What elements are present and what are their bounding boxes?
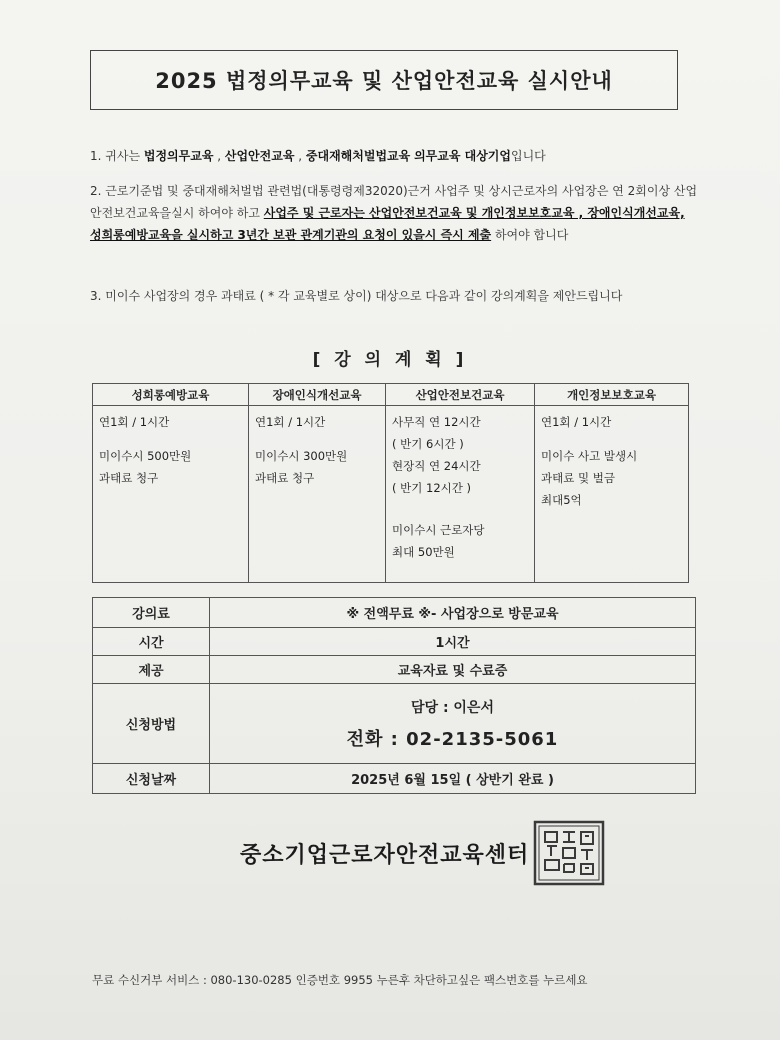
p1-prefix: 1. 귀사는 xyxy=(90,149,144,163)
info-value: 2025년 6월 15일 ( 상반기 완료 ) xyxy=(210,764,696,794)
info-row-fee xyxy=(93,598,696,628)
info-value xyxy=(210,684,696,764)
cell-line: 미이수시 300만원 xyxy=(255,449,348,463)
cell-line: 과태료 및 벌금 xyxy=(541,471,615,485)
plan-title: [ 강 의 계 획 ] xyxy=(312,350,468,370)
plan-table xyxy=(92,383,689,583)
footer-unsubscribe: 무료 수신거부 서비스 : 080-130-0285 인증번호 9955 누른후 차단하고싶은 팩스번호를 누르세요 xyxy=(92,973,588,987)
info-row-time xyxy=(93,628,696,656)
cell-line: ( 반기 6시간 ) xyxy=(392,437,464,451)
cell-line: 과태료 청구 xyxy=(255,471,315,485)
official-seal-stamp xyxy=(533,820,605,886)
info-value: 교육자료 및 수료증 xyxy=(210,656,696,684)
p1-bold-2: 산업안전교육 xyxy=(224,149,295,163)
phone-number: 전화 : 02-2135-5061 xyxy=(346,728,559,750)
cell-line: 연1회 / 1시간 xyxy=(541,415,612,429)
p2-underlined: 사업주 및 근로자는 산업안전보건교육 및 개인정보보호교육 , 장애인식개선교육, 성희롱예방교육을 실시하고 3년간 보관 관계기관의 요청이 있을시 즉시 제출 xyxy=(90,206,685,242)
p1-sep-1: , xyxy=(213,149,225,163)
plan-cell-2 xyxy=(249,406,386,583)
paragraph-2 xyxy=(90,180,700,246)
info-row-apply xyxy=(93,684,696,764)
plan-header-cell: 산업안전보건교육 xyxy=(386,384,535,406)
p1-suffix: 입니다 xyxy=(510,149,546,163)
cell-line: 미이수시 500만원 xyxy=(99,449,192,463)
info-value: ※ 전액무료 ※- 사업장으로 방문교육 xyxy=(210,598,696,628)
p1-bold-4: 의무교육 대상기업 xyxy=(414,149,511,163)
cell-line: 미이수 사고 발생시 xyxy=(541,449,638,463)
plan-header-cell: 장애인식개선교육 xyxy=(249,384,386,406)
cell-line: 미이수시 근로자당 xyxy=(392,523,485,537)
organization-name: 중소기업근로자안전교육센터 xyxy=(240,843,530,868)
cell-line: 최대 50만원 xyxy=(392,545,455,559)
info-row-provide xyxy=(93,656,696,684)
cell-line: 사무직 연 12시간 xyxy=(392,415,481,429)
p1-bold-3: 중대재해처벌법교육 xyxy=(305,149,411,163)
info-label: 신청방법 xyxy=(93,684,210,764)
plan-cell-4 xyxy=(535,406,689,583)
plan-header-cell: 성희롱예방교육 xyxy=(93,384,249,406)
cell-line: ( 반기 12시간 ) xyxy=(392,481,472,495)
info-value: 1시간 xyxy=(210,628,696,656)
plan-header-cell: 개인정보보호교육 xyxy=(535,384,689,406)
info-label: 신청날짜 xyxy=(93,764,210,794)
cell-line: 연1회 / 1시간 xyxy=(255,415,326,429)
info-label: 강의료 xyxy=(93,598,210,628)
info-table xyxy=(92,597,696,794)
document-title xyxy=(90,50,678,110)
p1-bold-1: 법정의무교육 xyxy=(143,149,214,163)
cell-line: 최대5억 xyxy=(541,493,582,507)
p1-sep-2: , xyxy=(294,149,306,163)
plan-cell-1 xyxy=(93,406,249,583)
plan-body-row xyxy=(93,406,689,583)
cell-line: 과태료 청구 xyxy=(99,471,159,485)
p2-tail: 하여야 합니다 xyxy=(491,228,569,242)
plan-header-row xyxy=(93,384,689,406)
plan-cell-3 xyxy=(386,406,535,583)
paragraph-1 xyxy=(90,145,700,167)
cell-line: 현장직 연 24시간 xyxy=(392,459,481,473)
info-row-date xyxy=(93,764,696,794)
title-text: 2025 법정의무교육 및 산업안전교육 실시안내 xyxy=(155,69,613,93)
paragraph-3: 3. 미이수 사업장의 경우 과태료 ( * 각 교육별로 상이) 대상으로 다음과 같이 강의계획을 제안드립니다 xyxy=(90,289,623,303)
info-label: 시간 xyxy=(93,628,210,656)
info-label: 제공 xyxy=(93,656,210,684)
cell-line: 연1회 / 1시간 xyxy=(99,415,170,429)
contact-person: 담당 : 이은서 xyxy=(411,699,494,716)
p2-text: 2. 근로기준법 및 중대재해처벌법 관련법(대통령령제32020)근거 사업주 및 상시근로자의 사업장은 연 2회이상 산업안전보건교육을실시 하여야 하고 xyxy=(90,184,698,220)
